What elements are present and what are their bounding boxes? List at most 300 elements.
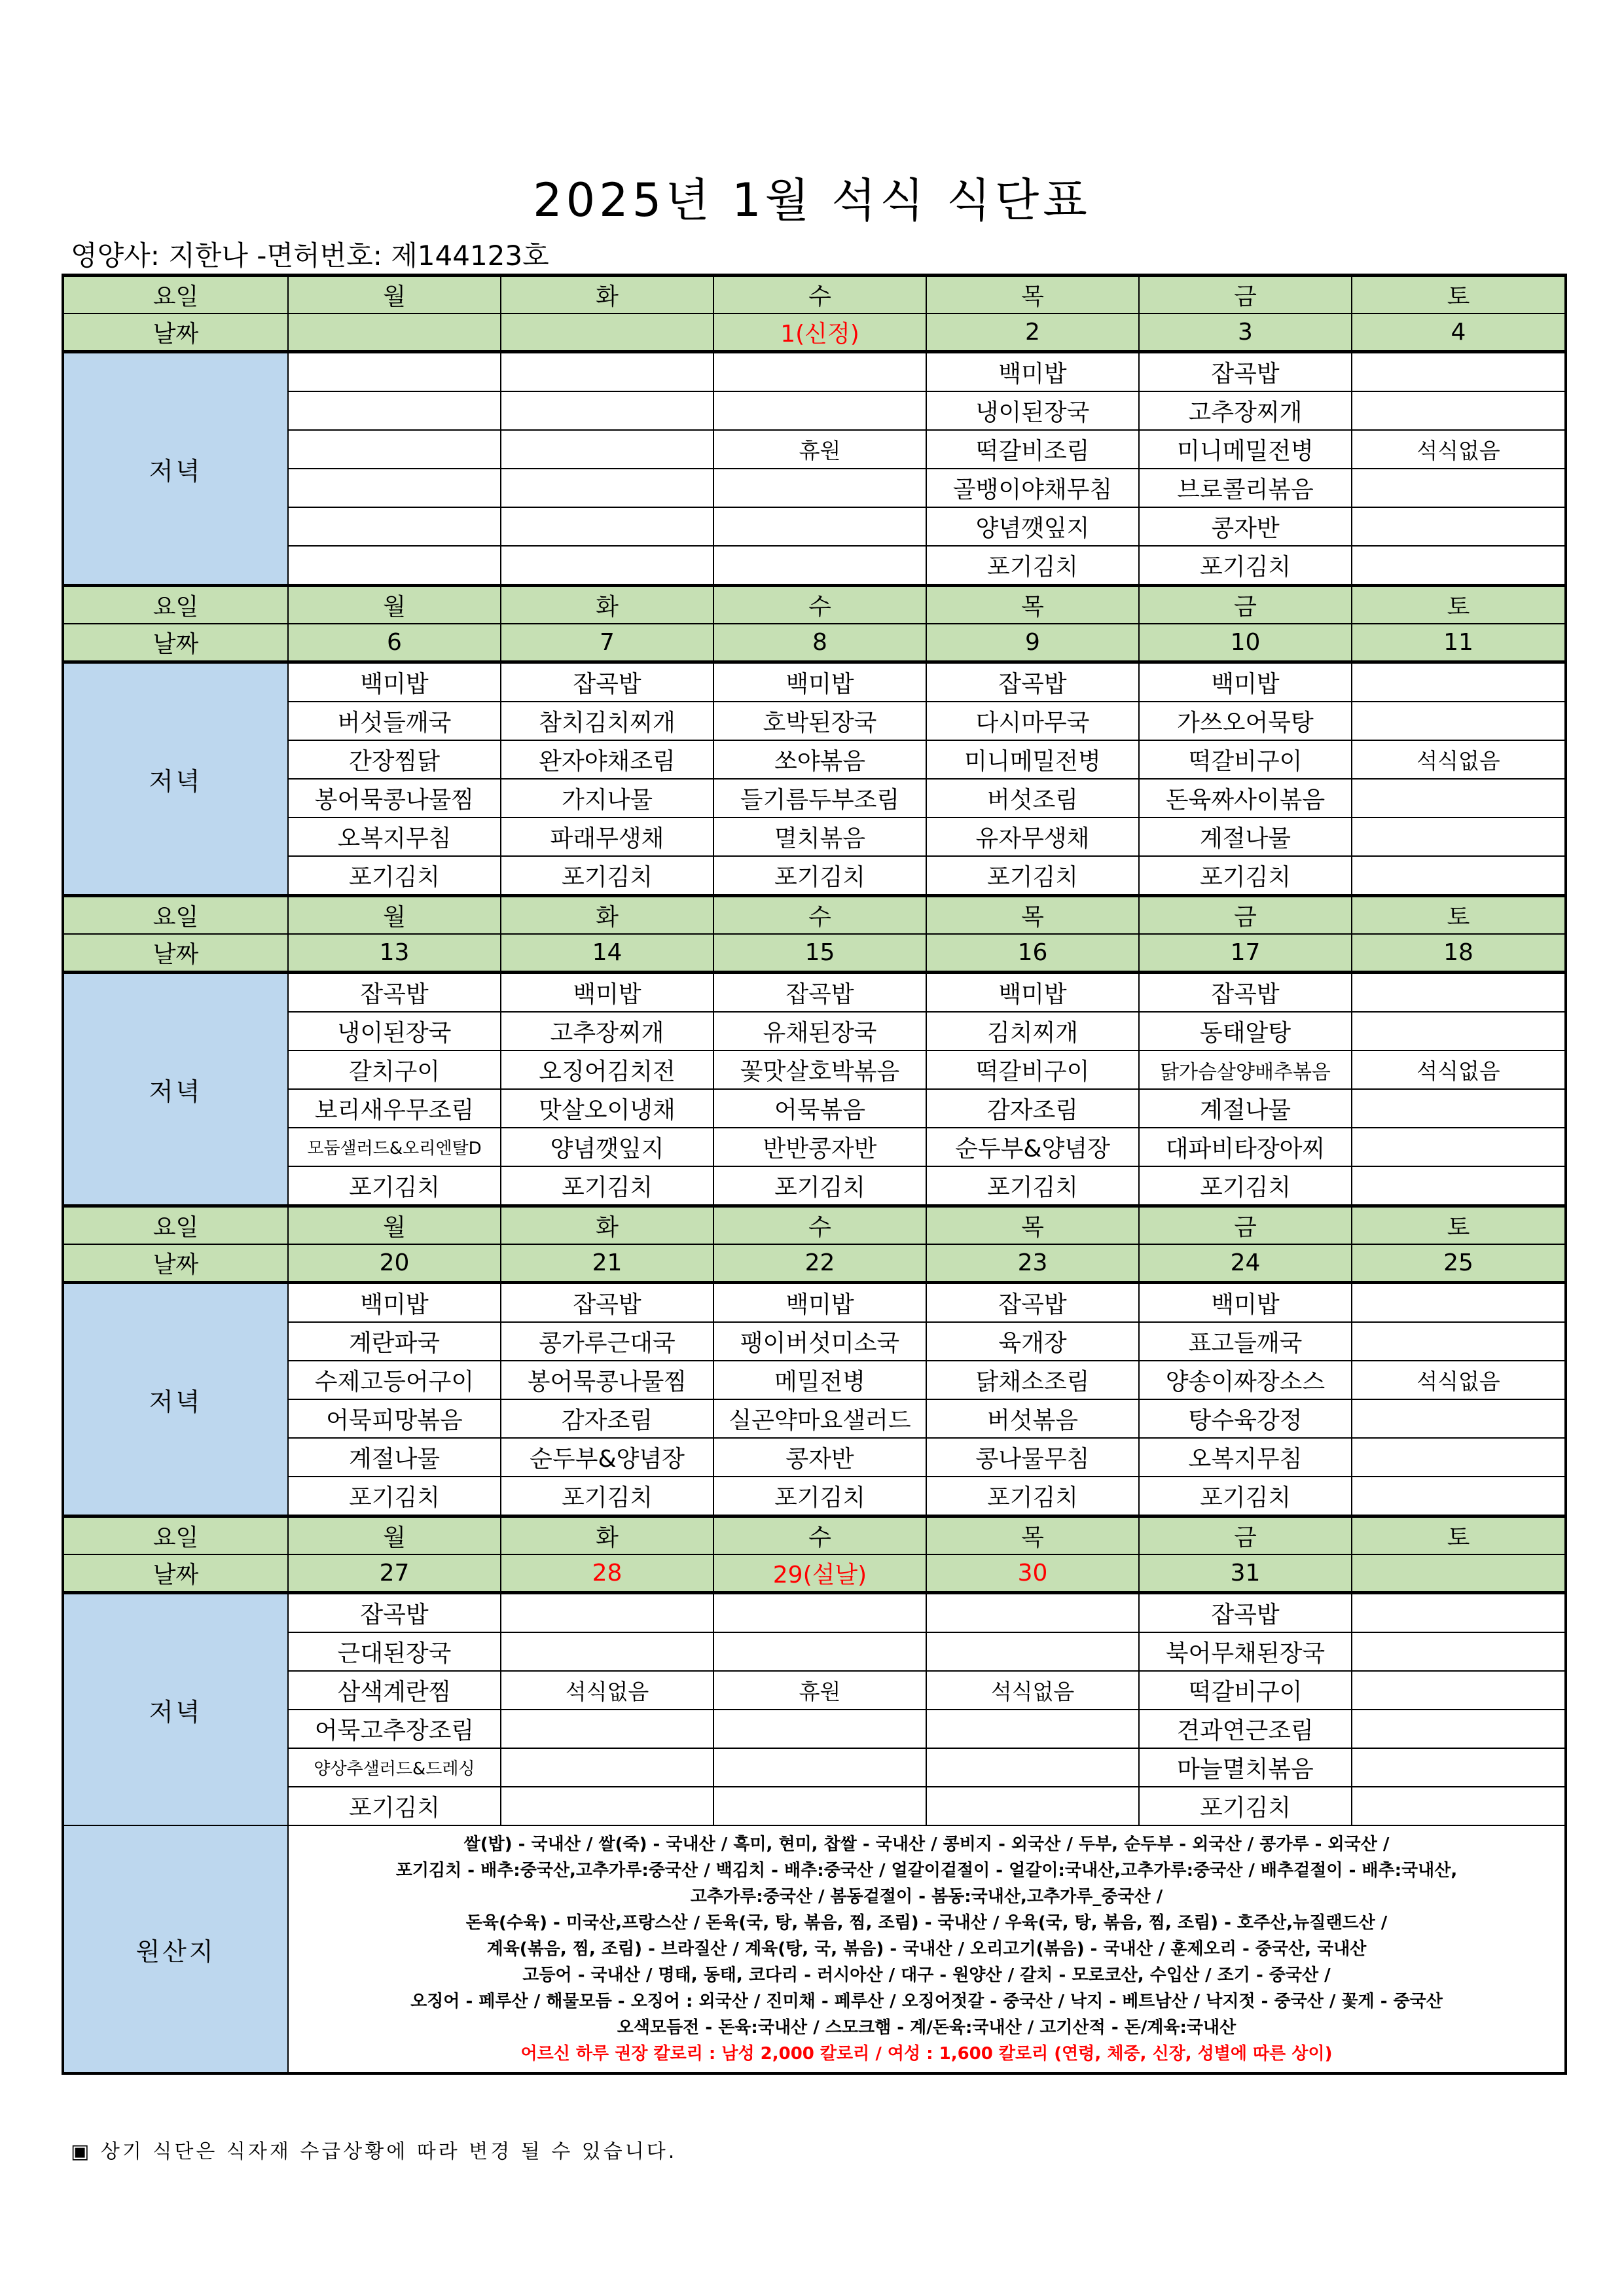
origin-row (63, 1825, 1566, 2073)
menu-item: 백미밥 (1139, 1283, 1352, 1323)
menu-row (63, 817, 1566, 856)
menu-item (288, 546, 501, 586)
date-cell: 23 (926, 1244, 1139, 1283)
menu-item: 백미밥 (713, 662, 926, 702)
menu-item: 포기김치 (926, 1477, 1139, 1516)
menu-row (63, 546, 1566, 586)
menu-item: 꽃맛살호박볶음 (713, 1050, 926, 1089)
menu-item: 냉이된장국 (926, 391, 1139, 430)
menu-item: 봉어묵콩나물찜 (288, 779, 501, 817)
menu-item: 오징어김치전 (501, 1050, 713, 1089)
menu-item: 다시마무국 (926, 702, 1139, 740)
weekday-cell: 토 (1352, 1516, 1566, 1555)
weekday-cell: 금 (1139, 276, 1352, 314)
menu-item: 어묵피망볶음 (288, 1399, 501, 1438)
menu-item: 브로콜리볶음 (1139, 469, 1352, 507)
menu-row (63, 430, 1566, 469)
date-cell: 10 (1139, 624, 1352, 662)
weekday-cell: 금 (1139, 1206, 1352, 1245)
menu-item (1352, 856, 1566, 896)
date-row (63, 934, 1566, 973)
menu-item: 봉어묵콩나물찜 (501, 1361, 713, 1399)
menu-item (926, 1787, 1139, 1825)
menu-row (63, 1399, 1566, 1438)
menu-item: 미니메밀전병 (926, 740, 1139, 779)
menu-row (63, 856, 1566, 896)
weekday-cell: 토 (1352, 896, 1566, 935)
menu-item (713, 1787, 926, 1825)
menu-item: 포기김치 (926, 546, 1139, 586)
menu-item (501, 546, 713, 586)
menu-table (62, 274, 1567, 2075)
menu-item: 오복지무침 (1139, 1438, 1352, 1477)
menu-item: 포기김치 (926, 856, 1139, 896)
menu-item: 백미밥 (926, 352, 1139, 392)
weekday-label: 요일 (63, 586, 288, 624)
menu-item (926, 1632, 1139, 1671)
menu-row (63, 779, 1566, 817)
menu-item: 백미밥 (501, 973, 713, 1013)
menu-item (713, 1593, 926, 1633)
dinner-label: 저녁 (63, 352, 288, 586)
origin-line: 고추가루:중국산 / 봄동겉절이 - 봄동:국내산,고추가루_중국산 / (690, 1887, 1163, 1907)
menu-item: 포기김치 (1139, 1477, 1352, 1516)
menu-item: 잡곡밥 (501, 1283, 713, 1323)
menu-item: 포기김치 (501, 1477, 713, 1516)
date-cell: 16 (926, 934, 1139, 973)
weekday-cell: 화 (501, 586, 713, 624)
menu-item: 석식없음 (926, 1671, 1139, 1710)
weekday-label: 요일 (63, 1516, 288, 1555)
menu-row (63, 1361, 1566, 1399)
menu-item: 미니메밀전병 (1139, 430, 1352, 469)
date-cell: 4 (1352, 314, 1566, 352)
weekday-cell: 수 (713, 1516, 926, 1555)
weekday-label: 요일 (63, 276, 288, 314)
dinner-label: 저녁 (63, 973, 288, 1206)
menu-item (1352, 817, 1566, 856)
menu-row (63, 702, 1566, 740)
menu-item: 완자야채조림 (501, 740, 713, 779)
menu-item (713, 507, 926, 546)
menu-item (501, 430, 713, 469)
weekday-cell: 금 (1139, 1516, 1352, 1555)
menu-row (63, 507, 1566, 546)
menu-item: 포기김치 (1139, 1166, 1352, 1206)
menu-item: 마늘멸치볶음 (1139, 1748, 1352, 1787)
weekday-cell: 목 (926, 896, 1139, 935)
menu-item: 김치찌개 (926, 1012, 1139, 1050)
menu-item: 포기김치 (501, 1166, 713, 1206)
date-cell: 20 (288, 1244, 501, 1283)
menu-item (1352, 1438, 1566, 1477)
menu-item: 고추장찌개 (1139, 391, 1352, 430)
origin-line: 오징어 - 페루산 / 해물모듬 - 오징어 : 외국산 / 진미채 - 페루산 / 오징어젓갈 - 중국산 / 낙지 - 베트남산 / 낙지젓 - 중국산 / 꽃게 - 중국산 (410, 1992, 1443, 2011)
menu-item (501, 507, 713, 546)
date-cell: 17 (1139, 934, 1352, 973)
date-cell: 31 (1139, 1554, 1352, 1593)
menu-item (1352, 662, 1566, 702)
date-cell: 25 (1352, 1244, 1566, 1283)
menu-item (1352, 1283, 1566, 1323)
date-cell: 27 (288, 1554, 501, 1593)
menu-item: 포기김치 (288, 1787, 501, 1825)
menu-item: 육개장 (926, 1322, 1139, 1361)
menu-item: 포기김치 (288, 1477, 501, 1516)
origin-line: 오색모듬전 - 돈육:국내산 / 스모크햄 - 계/돈육:국내산 / 고기산적 - 돈/계육:국내산 (617, 2018, 1236, 2037)
menu-item: 닭채소조림 (926, 1361, 1139, 1399)
dinner-label: 저녁 (63, 1283, 288, 1516)
origin-label: 원산지 (63, 1825, 288, 2073)
menu-item (713, 391, 926, 430)
menu-item: 버섯조림 (926, 779, 1139, 817)
weekday-row (63, 1516, 1566, 1555)
menu-item: 휴원 (713, 1671, 926, 1710)
menu-row (63, 1322, 1566, 1361)
date-row (63, 624, 1566, 662)
date-cell: 13 (288, 934, 501, 973)
menu-item: 떡갈비구이 (1139, 1671, 1352, 1710)
weekday-cell: 목 (926, 276, 1139, 314)
menu-item (1352, 352, 1566, 392)
menu-item: 잡곡밥 (501, 662, 713, 702)
menu-item (288, 430, 501, 469)
menu-row (63, 1632, 1566, 1671)
menu-row (63, 1671, 1566, 1710)
date-cell: 22 (713, 1244, 926, 1283)
menu-item (713, 352, 926, 392)
weekday-cell: 토 (1352, 586, 1566, 624)
menu-item: 어묵볶음 (713, 1089, 926, 1128)
menu-item: 갈치구이 (288, 1050, 501, 1089)
weekday-row (63, 896, 1566, 935)
menu-item: 표고들깨국 (1139, 1322, 1352, 1361)
menu-row (63, 1128, 1566, 1166)
date-cell: 6 (288, 624, 501, 662)
date-cell (1352, 1554, 1566, 1593)
menu-item (1352, 973, 1566, 1013)
menu-item: 실곤약마요샐러드 (713, 1399, 926, 1438)
menu-item (288, 391, 501, 430)
menu-row (63, 1089, 1566, 1128)
menu-item: 들기름두부조림 (713, 779, 926, 817)
menu-item: 대파비타장아찌 (1139, 1128, 1352, 1166)
weekday-cell: 수 (713, 896, 926, 935)
menu-item (501, 1593, 713, 1633)
menu-item (1352, 1787, 1566, 1825)
menu-item: 북어무채된장국 (1139, 1632, 1352, 1671)
menu-item: 탕수육강정 (1139, 1399, 1352, 1438)
weekday-cell: 금 (1139, 586, 1352, 624)
weekday-cell: 월 (288, 896, 501, 935)
menu-item (501, 352, 713, 392)
menu-item (1352, 1632, 1566, 1671)
menu-item: 포기김치 (713, 1477, 926, 1516)
menu-item: 견과연근조림 (1139, 1710, 1352, 1748)
menu-item: 포기김치 (713, 856, 926, 896)
dietitian-info: 영양사: 지한나 -면허번호: 제144123호 (71, 240, 549, 272)
menu-item (1352, 1710, 1566, 1748)
origin-line: 포기김치 - 배추:중국산,고추가루:중국산 / 백김치 - 배추:중국산 / 얼갈이겉절이 - 얼갈이:국내산,고추가루:중국산 / 배추겉절이 - 배추:국내산, (395, 1861, 1458, 1880)
date-row (63, 1554, 1566, 1593)
menu-item: 보리새우무조림 (288, 1089, 501, 1128)
menu-item (713, 469, 926, 507)
menu-item: 떡갈비조림 (926, 430, 1139, 469)
menu-item: 포기김치 (288, 856, 501, 896)
menu-item (501, 1787, 713, 1825)
menu-item: 멸치볶음 (713, 817, 926, 856)
menu-item (926, 1593, 1139, 1633)
menu-item (501, 469, 713, 507)
menu-row (63, 1593, 1566, 1633)
menu-item (1352, 1477, 1566, 1516)
menu-item (713, 1710, 926, 1748)
weekday-cell: 목 (926, 1516, 1139, 1555)
weekday-cell: 월 (288, 276, 501, 314)
menu-item (501, 1748, 713, 1787)
menu-item: 오복지무침 (288, 817, 501, 856)
menu-row (63, 1787, 1566, 1825)
menu-item: 버섯들깨국 (288, 702, 501, 740)
menu-item: 호박된장국 (713, 702, 926, 740)
menu-item: 냉이된장국 (288, 1012, 501, 1050)
weekday-cell: 금 (1139, 896, 1352, 935)
date-cell: 1(신정) (713, 314, 926, 352)
date-cell: 24 (1139, 1244, 1352, 1283)
weekday-row (63, 586, 1566, 624)
menu-item: 잡곡밥 (1139, 973, 1352, 1013)
menu-row (63, 973, 1566, 1013)
menu-row (63, 740, 1566, 779)
date-row (63, 314, 1566, 352)
menu-row (63, 1012, 1566, 1050)
menu-item: 가쓰오어묵탕 (1139, 702, 1352, 740)
menu-item (1352, 1166, 1566, 1206)
menu-item: 포기김치 (926, 1166, 1139, 1206)
menu-item (1352, 1322, 1566, 1361)
menu-item: 수제고등어구이 (288, 1361, 501, 1399)
menu-item (1352, 1089, 1566, 1128)
menu-item: 계절나물 (1139, 817, 1352, 856)
menu-item (1352, 391, 1566, 430)
menu-item: 반반콩자반 (713, 1128, 926, 1166)
menu-item: 양념깻잎지 (926, 507, 1139, 546)
date-cell: 18 (1352, 934, 1566, 973)
weekday-cell: 화 (501, 1206, 713, 1245)
date-label: 날짜 (63, 314, 288, 352)
menu-item: 양상추샐러드&드레싱 (288, 1748, 501, 1787)
dinner-label: 저녁 (63, 1593, 288, 1826)
menu-item (288, 507, 501, 546)
menu-item: 팽이버섯미소국 (713, 1322, 926, 1361)
weekday-cell: 토 (1352, 1206, 1566, 1245)
origin-info (288, 1825, 1566, 2073)
menu-item (501, 1710, 713, 1748)
menu-item: 포기김치 (713, 1166, 926, 1206)
menu-item: 메밀전병 (713, 1361, 926, 1399)
menu-item: 파래무생채 (501, 817, 713, 856)
menu-item: 콩자반 (1139, 507, 1352, 546)
menu-item (926, 1710, 1139, 1748)
date-label: 날짜 (63, 1244, 288, 1283)
menu-item: 골뱅이야채무침 (926, 469, 1139, 507)
weekday-cell: 화 (501, 1516, 713, 1555)
date-cell (288, 314, 501, 352)
date-row (63, 1244, 1566, 1283)
menu-item: 백미밥 (926, 973, 1139, 1013)
menu-row (63, 391, 1566, 430)
origin-line: 돈육(수육) - 미국산,프랑스산 / 돈육(국, 탕, 볶음, 찜, 조림) - 국내산 / 우육(국, 탕, 볶음, 찜, 조림) - 호주산,뉴질랜드산 / (465, 1913, 1388, 1933)
menu-item: 잡곡밥 (1139, 1593, 1352, 1633)
menu-item: 콩자반 (713, 1438, 926, 1477)
menu-item: 동태알탕 (1139, 1012, 1352, 1050)
footnote: ▣ 상기 식단은 식자재 수급상황에 따라 변경 될 수 있습니다. (71, 2140, 677, 2163)
date-cell: 8 (713, 624, 926, 662)
menu-row (63, 1438, 1566, 1477)
menu-item (1352, 1012, 1566, 1050)
menu-item (1352, 1128, 1566, 1166)
menu-row (63, 1748, 1566, 1787)
weekday-cell: 수 (713, 586, 926, 624)
menu-item: 백미밥 (1139, 662, 1352, 702)
weekday-cell: 수 (713, 276, 926, 314)
date-cell: 21 (501, 1244, 713, 1283)
weekday-label: 요일 (63, 1206, 288, 1245)
page-title: 2025년 1월 석식 식단표 (533, 173, 1091, 227)
menu-row (63, 662, 1566, 702)
menu-item: 잡곡밥 (288, 1593, 501, 1633)
menu-item (1352, 1671, 1566, 1710)
date-cell: 28 (501, 1554, 713, 1593)
menu-item: 백미밥 (713, 1283, 926, 1323)
menu-item (288, 469, 501, 507)
menu-row (63, 352, 1566, 392)
weekday-row (63, 276, 1566, 314)
menu-item: 유자무생채 (926, 817, 1139, 856)
menu-item: 떡갈비구이 (1139, 740, 1352, 779)
weekday-cell: 화 (501, 896, 713, 935)
menu-item: 석식없음 (1352, 1050, 1566, 1089)
menu-item (1352, 1399, 1566, 1438)
menu-row (63, 1050, 1566, 1089)
menu-row (63, 1283, 1566, 1323)
menu-item: 간장찜닭 (288, 740, 501, 779)
menu-item: 가지나물 (501, 779, 713, 817)
origin-line: 고등어 - 국내산 / 명태, 동태, 코다리 - 러시아산 / 대구 - 원양산 / 갈치 - 모로코산, 수입산 / 조기 - 중국산 / (522, 1965, 1331, 1985)
menu-item: 떡갈비구이 (926, 1050, 1139, 1089)
calorie-note: 어르신 하루 권장 칼로리 : 남성 2,000 칼로리 / 여성 : 1,600 칼로리 (연령, 체중, 신장, 성별에 따른 상이) (520, 2044, 1333, 2064)
menu-row (63, 469, 1566, 507)
menu-item (501, 1632, 713, 1671)
menu-item: 계절나물 (288, 1438, 501, 1477)
menu-item: 순두부&양념장 (501, 1438, 713, 1477)
menu-item: 돈육짜사이볶음 (1139, 779, 1352, 817)
menu-item: 고추장찌개 (501, 1012, 713, 1050)
date-cell: 15 (713, 934, 926, 973)
weekday-cell: 월 (288, 1206, 501, 1245)
menu-item: 감자조림 (926, 1089, 1139, 1128)
menu-item: 양송이짜장소스 (1139, 1361, 1352, 1399)
menu-row (63, 1710, 1566, 1748)
menu-row (63, 1166, 1566, 1206)
menu-item: 삼색계란찜 (288, 1671, 501, 1710)
date-cell (501, 314, 713, 352)
menu-item: 휴원 (713, 430, 926, 469)
origin-line: 계육(볶음, 찜, 조림) - 브라질산 / 계육(탕, 국, 볶음) - 국내산 / 오리고기(볶음) - 국내산 / 훈제오리 - 중국산, 국내산 (486, 1939, 1367, 1959)
menu-item: 백미밥 (288, 662, 501, 702)
menu-item: 석식없음 (1352, 740, 1566, 779)
menu-item: 참치김치찌개 (501, 702, 713, 740)
weekday-label: 요일 (63, 896, 288, 935)
date-label: 날짜 (63, 934, 288, 973)
date-cell: 2 (926, 314, 1139, 352)
date-cell: 3 (1139, 314, 1352, 352)
date-label: 날짜 (63, 624, 288, 662)
menu-item: 맛살오이냉채 (501, 1089, 713, 1128)
menu-item: 포기김치 (501, 856, 713, 896)
menu-item: 석식없음 (1352, 1361, 1566, 1399)
date-cell: 9 (926, 624, 1139, 662)
date-cell: 29(설날) (713, 1554, 926, 1593)
menu-item: 근대된장국 (288, 1632, 501, 1671)
dinner-label: 저녁 (63, 662, 288, 896)
weekday-cell: 목 (926, 586, 1139, 624)
menu-item: 포기김치 (288, 1166, 501, 1206)
menu-item: 계란파국 (288, 1322, 501, 1361)
menu-item (1352, 1748, 1566, 1787)
menu-item (1352, 469, 1566, 507)
date-cell: 30 (926, 1554, 1139, 1593)
weekday-cell: 목 (926, 1206, 1139, 1245)
menu-item: 포기김치 (1139, 1787, 1352, 1825)
menu-item: 닭가슴살양배추볶음 (1139, 1050, 1352, 1089)
menu-item: 잡곡밥 (288, 973, 501, 1013)
menu-item: 순두부&양념장 (926, 1128, 1139, 1166)
weekday-cell: 화 (501, 276, 713, 314)
menu-item: 버섯볶음 (926, 1399, 1139, 1438)
menu-item (1352, 1593, 1566, 1633)
menu-item (713, 1632, 926, 1671)
menu-item: 포기김치 (1139, 856, 1352, 896)
menu-item: 쏘야볶음 (713, 740, 926, 779)
menu-item (1352, 507, 1566, 546)
menu-row (63, 1477, 1566, 1516)
menu-item (1352, 546, 1566, 586)
weekday-cell: 토 (1352, 276, 1566, 314)
date-label: 날짜 (63, 1554, 288, 1593)
weekday-cell: 월 (288, 1516, 501, 1555)
menu-item (1352, 702, 1566, 740)
menu-item: 잡곡밥 (1139, 352, 1352, 392)
menu-item: 백미밥 (288, 1283, 501, 1323)
date-cell: 14 (501, 934, 713, 973)
menu-item (1352, 779, 1566, 817)
origin-line: 쌀(밥) - 국내산 / 쌀(죽) - 국내산 / 흑미, 현미, 찹쌀 - 국내산 / 콩비지 - 외국산 / 두부, 순두부 - 외국산 / 콩가루 - 외국산 / (463, 1835, 1390, 1854)
weekday-cell: 수 (713, 1206, 926, 1245)
menu-item (288, 352, 501, 392)
menu-item: 잡곡밥 (926, 662, 1139, 702)
menu-item: 포기김치 (1139, 546, 1352, 586)
menu-item (713, 546, 926, 586)
menu-item: 콩가루근대국 (501, 1322, 713, 1361)
menu-item: 콩나물무침 (926, 1438, 1139, 1477)
menu-item (713, 1748, 926, 1787)
date-cell: 7 (501, 624, 713, 662)
menu-item: 양념깻잎지 (501, 1128, 713, 1166)
date-cell: 11 (1352, 624, 1566, 662)
menu-item: 잡곡밥 (713, 973, 926, 1013)
menu-item (501, 391, 713, 430)
